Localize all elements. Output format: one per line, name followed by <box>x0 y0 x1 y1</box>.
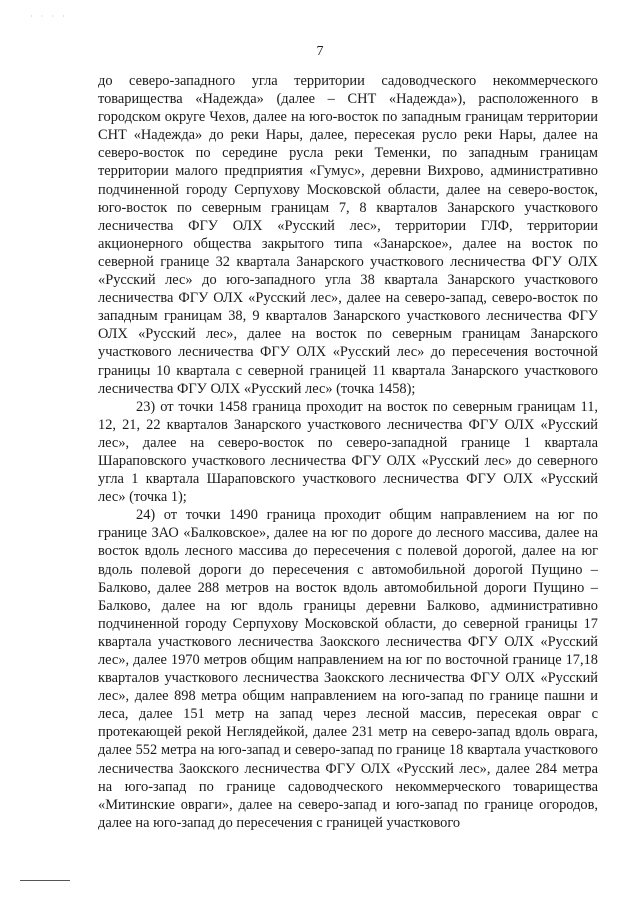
footer-rule <box>20 880 70 881</box>
paragraph-continuation: до северо-западного угла территории садоводческого некоммерческого товарищества «Надежда» (далее – СНТ «Надежда»), расположенного в городском округе Чехов, далее на юго-восток по западным границам территории СНТ «Надежда» до реки Нары, далее, пересекая русло реки Нары, далее на северо-восток по середине русла реки Теменки, по западным границам территории малого предприятия «Гумус», деревни Вихрово, административно подчиненной городу Серпухову Московской области, далее на северо-восток, юго-восток по северным границам 7, 8 кварталов Занарского участкового лесничества ФГУ ОЛХ «Русский лес», территории ГЛФ, территории акционерного общества закрытого типа «Занарское», далее на восток по северной границе 32 квартала Занарского участкового лесничества ФГУ ОЛХ «Русский лес» до юго-западного угла 38 квартала Занарского участкового лесничества ФГУ ОЛХ «Русский лес», далее на северо-запад, северо-восток по западным границам 38, 9 кварталов Занарского участкового лесничества ФГУ ОЛХ «Русский лес», далее на восток по северным границам Занарского участкового лесничества ФГУ ОЛХ «Русский лес» до пересечения восточной границы 10 квартала с северной границей 11 квартала Занарского участкового лесничества ФГУ ОЛХ «Русский лес» (точка 1458); <box>98 73 598 397</box>
document-body <box>98 72 598 832</box>
scan-artifact: · · · · <box>30 12 68 21</box>
paragraph-item-24: 24) от точки 1490 граница проходит общим направлением на юг по границе ЗАО «Балковское», далее на юг по дороге до лесного массива, далее на восток вдоль лесного массива до пересечения с полевой дорогой, далее на юг вдоль полевой дороги до пересечения с автомобильной дорогой Пущино – Балково, далее 288 метров на восток вдоль автомобильной дороги Пущино – Балково, далее на юг вдоль границы деревни Балково, административно подчиненной городу Серпухову Московской области, до северной границы 17 квартала участкового лесничества Заокского лесничества ФГУ ОЛХ «Русский лес», далее 1970 метров общим направлением на юг по восточной границе 17,18 кварталов участкового лесничества Заокского лесничества ФГУ ОЛХ «Русский лес», далее 898 метра общим направлением на юго-запад по границе пашни и леса, далее 151 метр на запад через лесной массив, пересекая овраг с протекающей рекой Неглядейкой, далее 231 метр на северо-запад вдоль оврага, далее 552 метра на юго-запад и северо-запад по границе 18 квартала участкового лесничества Заокского лесничества ФГУ ОЛХ «Русский лес», далее 284 метра на юго-запад по границе садоводческого некоммерческого товарищества «Митинские овраги», далее на северо-запад и юго-запад по границе огородов, далее на юго-запад до пересечения с границей участкового <box>98 507 598 831</box>
paragraph-item-23: 23) от точки 1458 граница проходит на восток по северным границам 11, 12, 21, 22 кварталов Занарского участкового лесничества ФГУ ОЛХ «Русский лес», далее на северо-восток по северо-западной границе 1 квартала Шараповского участкового лесничества ФГУ ОЛХ «Русский лес» до северного угла 1 квартала Шараповского участкового лесничества ФГУ ОЛХ «Русский лес» (точка 1); <box>98 398 598 506</box>
page-number: 7 <box>316 44 324 59</box>
